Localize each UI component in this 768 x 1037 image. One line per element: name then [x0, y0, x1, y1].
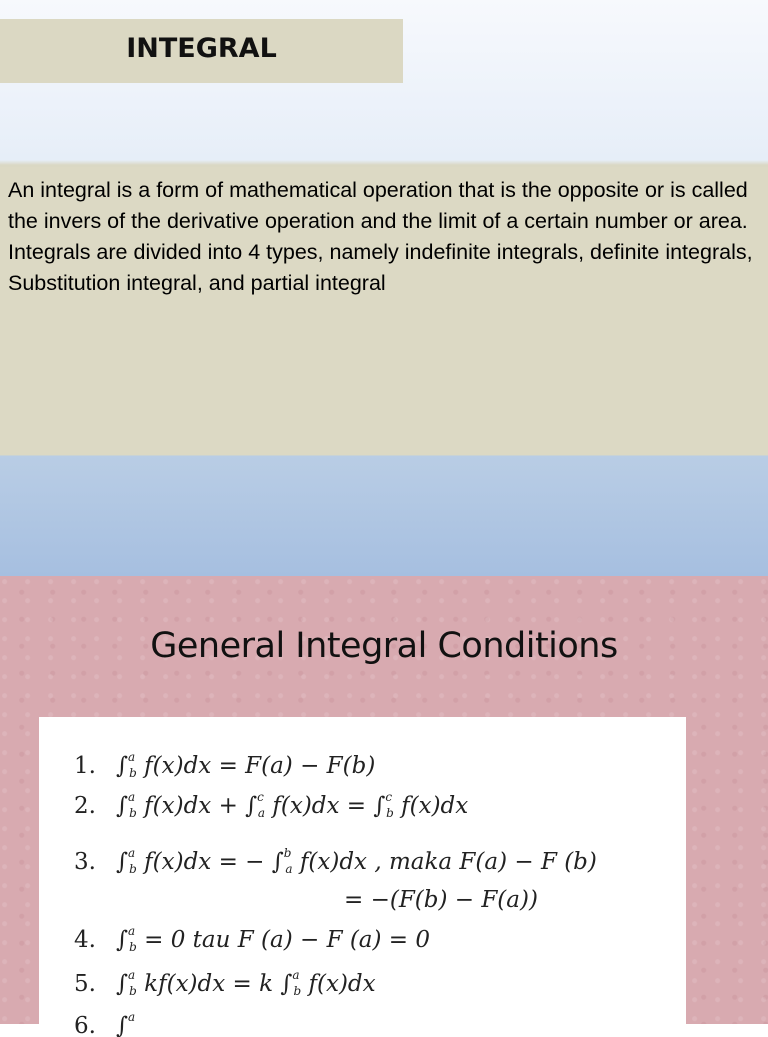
lower-limit: a	[285, 862, 293, 876]
definition-box	[0, 167, 768, 455]
lower-limit: b	[129, 984, 137, 998]
formula-text: f(x)dx	[308, 971, 376, 997]
formula-number: 1.	[74, 753, 96, 779]
formula-1	[39, 750, 686, 797]
upper-limit: b	[283, 846, 292, 860]
integral-sign: ∫	[116, 753, 128, 779]
upper-limit: a	[292, 968, 300, 982]
integral-sign: ∫	[271, 849, 284, 875]
formula-number: 4.	[74, 927, 96, 953]
lower-limit: b	[129, 862, 137, 876]
formula-3-continued	[39, 887, 686, 931]
lower-limit: b	[129, 766, 137, 780]
upper-limit: a	[127, 846, 136, 860]
formula-text: f(x)dx , maka F(a) − F (b)	[299, 849, 597, 875]
formula-text: f(x)dx =	[272, 793, 367, 819]
formula-text: f(x)dx = F(a) − F(b)	[144, 753, 376, 779]
formula-expression	[116, 968, 376, 998]
formula-text: kf(x)dx = k	[144, 971, 274, 997]
definition-text: An integral is a form of mathematical operation that is the opposite or is called the invers of the derivative operation and the limit of a certain number or area. Integrals are divided into 4 types, namely indefinite integrals, definite integrals, Substitution integral, and partial integral	[8, 178, 753, 295]
integral-sign: ∫	[116, 849, 128, 875]
formula-number: 3.	[74, 849, 96, 875]
formula-text: f(x)dx	[401, 793, 469, 819]
lower-limit: b	[129, 940, 137, 954]
lower-limit: b	[293, 984, 302, 998]
integral-sign: ∫	[245, 793, 258, 819]
formula-panel	[39, 717, 686, 1037]
integral-sign: ∫	[116, 793, 128, 819]
integral-sign: ∫	[280, 971, 293, 997]
upper-limit: a	[127, 790, 136, 804]
lower-limit: a	[257, 806, 266, 820]
upper-limit: c	[385, 790, 393, 804]
formula-expression	[116, 790, 469, 820]
upper-limit: a	[127, 1010, 136, 1024]
formula-expression	[116, 846, 597, 876]
formula-5	[39, 968, 686, 1015]
upper-limit: c	[257, 790, 264, 804]
formula-6	[39, 1010, 686, 1037]
integral-sign: ∫	[116, 1013, 128, 1037]
slide-heading: General Integral Conditions	[150, 626, 618, 666]
formula-number: 5.	[74, 971, 96, 997]
upper-limit: a	[127, 750, 136, 764]
formula-2	[39, 790, 686, 837]
formula-expression	[116, 750, 376, 780]
formula-expression	[116, 924, 431, 954]
formula-text: = −(F(b) − F(a))	[344, 887, 538, 913]
formula-expression	[116, 1010, 136, 1037]
title-box	[0, 19, 403, 83]
upper-limit: a	[127, 924, 136, 938]
upper-limit: a	[127, 968, 136, 982]
slide-title: INTEGRAL	[126, 33, 277, 64]
lower-limit: b	[386, 806, 394, 820]
formula-number: 6.	[74, 1013, 96, 1037]
formula-number: 2.	[74, 793, 96, 819]
lower-limit: b	[129, 806, 137, 820]
formula-text: = 0 tau F (a) − F (a) = 0	[144, 927, 431, 953]
formula-text: f(x)dx = −	[144, 849, 265, 875]
formula-4	[39, 924, 686, 971]
integral-sign: ∫	[373, 793, 386, 819]
slide-conditions	[0, 576, 768, 1037]
integral-sign: ∫	[116, 927, 128, 953]
integral-sign: ∫	[116, 971, 128, 997]
formula-text: f(x)dx +	[144, 793, 238, 819]
